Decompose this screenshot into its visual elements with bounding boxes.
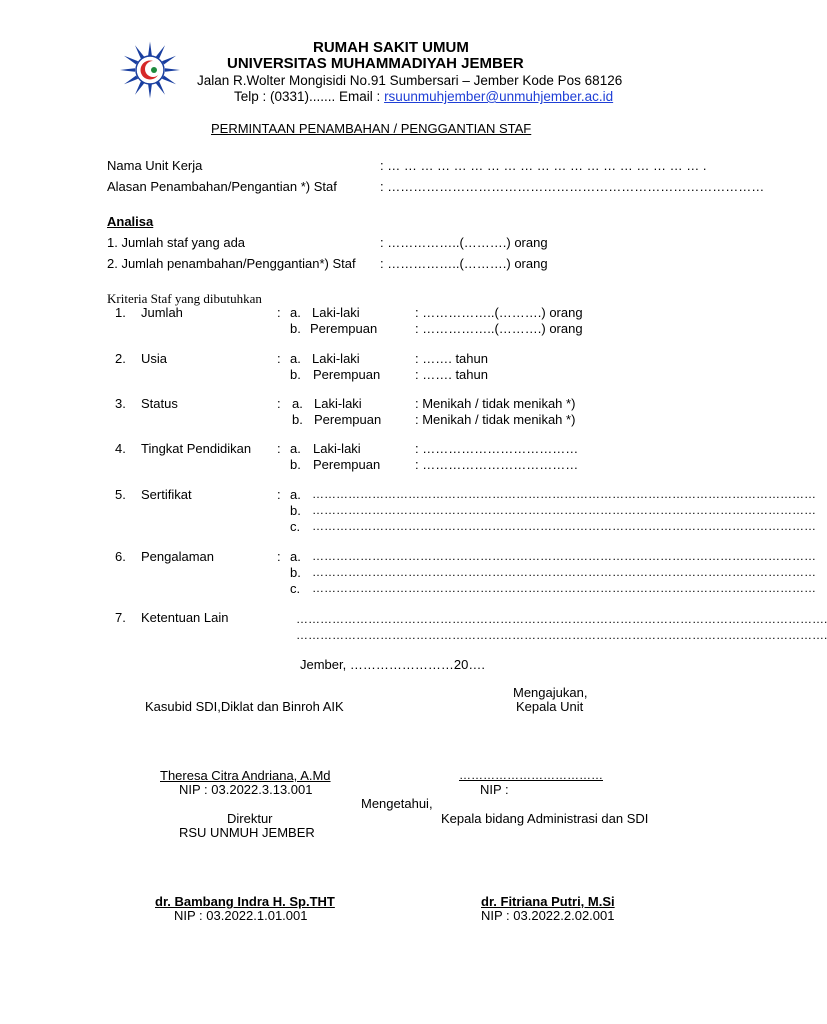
logo-ray (120, 68, 135, 72)
logo-ray (162, 56, 176, 65)
kriteria-6b-marker: b. (290, 565, 301, 580)
kriteria-1-colon: : (277, 305, 281, 320)
logo-ray (148, 42, 152, 56)
kriteria-4b-value[interactable]: : ……………………………… (415, 457, 579, 472)
logo-ray (156, 45, 165, 58)
alasan-label: Alasan Penambahan/Pengantian *) Staf (107, 179, 337, 194)
kriteria-heading: Kriteria Staf yang dibutuhkan (107, 291, 262, 306)
unit-value-field[interactable]: : … … … … … … … … … … … … … … … … … … … . (380, 158, 707, 173)
kriteria-6a-value[interactable]: ……………………………………………………………………………………………………………… (312, 549, 816, 563)
logo-ray (165, 68, 180, 72)
right-signer-nip: NIP : (480, 782, 509, 797)
kriteria-3-colon: : (277, 396, 281, 411)
kasubid-label: Kasubid SDI,Diklat dan Binroh AIK (145, 699, 344, 714)
kriteria-4-colon: : (277, 441, 281, 456)
kriteria-5c-value[interactable]: ……………………………………………………………………………………………………………… (312, 519, 816, 533)
analisa-item1-label: 1. Jumlah staf yang ada (107, 235, 246, 250)
logo-ray (156, 81, 165, 94)
kriteria-2-colon: : (277, 351, 281, 366)
analisa-item2-label: 2. Jumlah penambahan/Penggantian*) Staf (107, 256, 356, 271)
kriteria-5a-value[interactable]: ……………………………………………………………………………………………………………… (312, 487, 816, 501)
kriteria-6b-value[interactable]: ……………………………………………………………………………………………………………… (312, 565, 816, 579)
kriteria-4-number: 4. (115, 441, 126, 456)
director-name: dr. Bambang Indra H. Sp.THT (155, 894, 335, 909)
kepala-bidang-nip: NIP : 03.2022.2.02.001 (481, 908, 615, 923)
kriteria-3b-value[interactable]: : Menikah / tidak menikah *) (415, 412, 576, 427)
logo-ray (162, 76, 176, 85)
kriteria-4a-label: Laki-laki (313, 441, 361, 456)
rsu-label: RSU UNMUH JEMBER (179, 825, 315, 840)
hospital-name: RUMAH SAKIT UMUM (313, 39, 469, 56)
kriteria-6c-value[interactable]: ……………………………………………………………………………………………………………… (312, 581, 816, 595)
kriteria-6c-marker: c. (290, 581, 301, 596)
director-nip: NIP : 03.2022.1.01.001 (174, 908, 308, 923)
logo-ray (124, 76, 138, 85)
kriteria-6-number: 6. (115, 549, 126, 564)
direktur-label: Direktur (227, 811, 273, 826)
kriteria-5c-marker: c. (290, 519, 301, 534)
kriteria-2-number: 2. (115, 351, 126, 366)
logo-ray (124, 56, 138, 65)
muhammadiyah-sun-logo-icon (110, 38, 190, 102)
logo-ray (135, 81, 144, 94)
kriteria-7-number: 7. (115, 610, 126, 625)
kriteria-6a-marker: a. (290, 549, 301, 564)
kriteria-3-label: Status (141, 396, 178, 411)
kriteria-5-number: 5. (115, 487, 126, 502)
right-signer-name-blank[interactable]: ……………………………… (459, 768, 603, 782)
kriteria-2b-label: Perempuan (313, 367, 381, 382)
kriteria-3b-marker: b. (292, 412, 303, 427)
kepala-bidang-name: dr. Fitriana Putri, M.Si (481, 894, 615, 909)
left-signer-name: Theresa Citra Andriana, A.Md (160, 768, 331, 783)
logo-ray (148, 84, 152, 98)
kriteria-2a-marker: a. (290, 351, 301, 366)
university-name: UNIVERSITAS MUHAMMADIYAH JEMBER (227, 55, 524, 72)
kriteria-5-colon: : (277, 487, 281, 502)
kriteria-6-label: Pengalaman (141, 549, 214, 564)
kriteria-4a-marker: a. (290, 441, 301, 456)
kriteria-3-number: 3. (115, 396, 126, 411)
kriteria-4b-label: Perempuan (313, 457, 381, 472)
kriteria-3a-marker: a. (292, 396, 303, 411)
kriteria-1b-value[interactable]: : ……………..(……….) orang (415, 321, 583, 336)
mengajukan-label: Mengajukan, (513, 685, 588, 700)
kriteria-1a-value[interactable]: : ……………..(……….) orang (415, 305, 583, 320)
kriteria-3a-value[interactable]: : Menikah / tidak menikah *) (415, 396, 576, 411)
analisa-item2-value[interactable]: : ……………..(……….) orang (380, 256, 548, 271)
kriteria-6-colon: : (277, 549, 281, 564)
kriteria-3b-label: Perempuan (314, 412, 382, 427)
kriteria-2b-value[interactable]: : ……. tahun (415, 367, 488, 382)
kriteria-7-label: Ketentuan Lain (141, 610, 229, 625)
kriteria-4b-marker: b. (290, 457, 301, 472)
kriteria-3a-label: Laki-laki (314, 396, 362, 411)
kepala-bidang-label: Kepala bidang Administrasi dan SDI (441, 811, 649, 826)
kriteria-4-label: Tingkat Pendidikan (141, 441, 252, 456)
kriteria-1a-marker: a. (290, 305, 301, 320)
analisa-item1-value[interactable]: : ……………..(……….) orang (380, 235, 548, 250)
address-line: Jalan R.Wolter Mongisidi No.91 Sumbersari – Jember Kode Pos 68126 (197, 73, 623, 88)
kriteria-7-line2[interactable]: ……………………………………………………………………………………………………………………. (296, 628, 827, 642)
kriteria-5b-value[interactable]: ……………………………………………………………………………………………………………… (312, 503, 816, 517)
email-link[interactable]: rsuunmuhjember@unmuhjember.ac.id (384, 89, 614, 104)
kriteria-4a-value[interactable]: : ……………………………… (415, 441, 579, 456)
kriteria-2b-marker: b. (290, 367, 301, 382)
kriteria-5-label: Sertifikat (141, 487, 192, 502)
kriteria-2a-label: Laki-laki (312, 351, 360, 366)
kriteria-1-label: Jumlah (141, 305, 183, 320)
kriteria-1a-label: Laki-laki (312, 305, 360, 320)
date-line[interactable]: Jember, ……………………20…. (300, 657, 485, 672)
kriteria-2a-value[interactable]: : ……. tahun (415, 351, 488, 366)
alasan-value-field[interactable]: : …………………………………………………………………………… (380, 179, 765, 194)
contact-line (234, 90, 613, 104)
kriteria-5a-marker: a. (290, 487, 301, 502)
mengetahui-label: Mengetahui, (361, 796, 433, 811)
contact-prefix: Telp : (0331)....... Email : (234, 89, 385, 104)
page-title: PERMINTAAN PENAMBAHAN / PENGGANTIAN STAF (211, 121, 532, 136)
analisa-heading: Analisa (107, 214, 154, 229)
kriteria-7-line1[interactable]: ……………………………………………………………………………………………………………………. (296, 612, 827, 626)
unit-label: Nama Unit Kerja (107, 158, 203, 173)
kepala-unit-label: Kepala Unit (516, 699, 584, 714)
left-signer-nip: NIP : 03.2022.3.13.001 (179, 782, 313, 797)
kriteria-1b-label: Perempuan (310, 321, 378, 336)
logo-ray (135, 45, 144, 58)
kriteria-5b-marker: b. (290, 503, 301, 518)
kriteria-1-number: 1. (115, 305, 126, 320)
kriteria-2-label: Usia (141, 351, 168, 366)
kriteria-1b-marker: b. (290, 321, 301, 336)
